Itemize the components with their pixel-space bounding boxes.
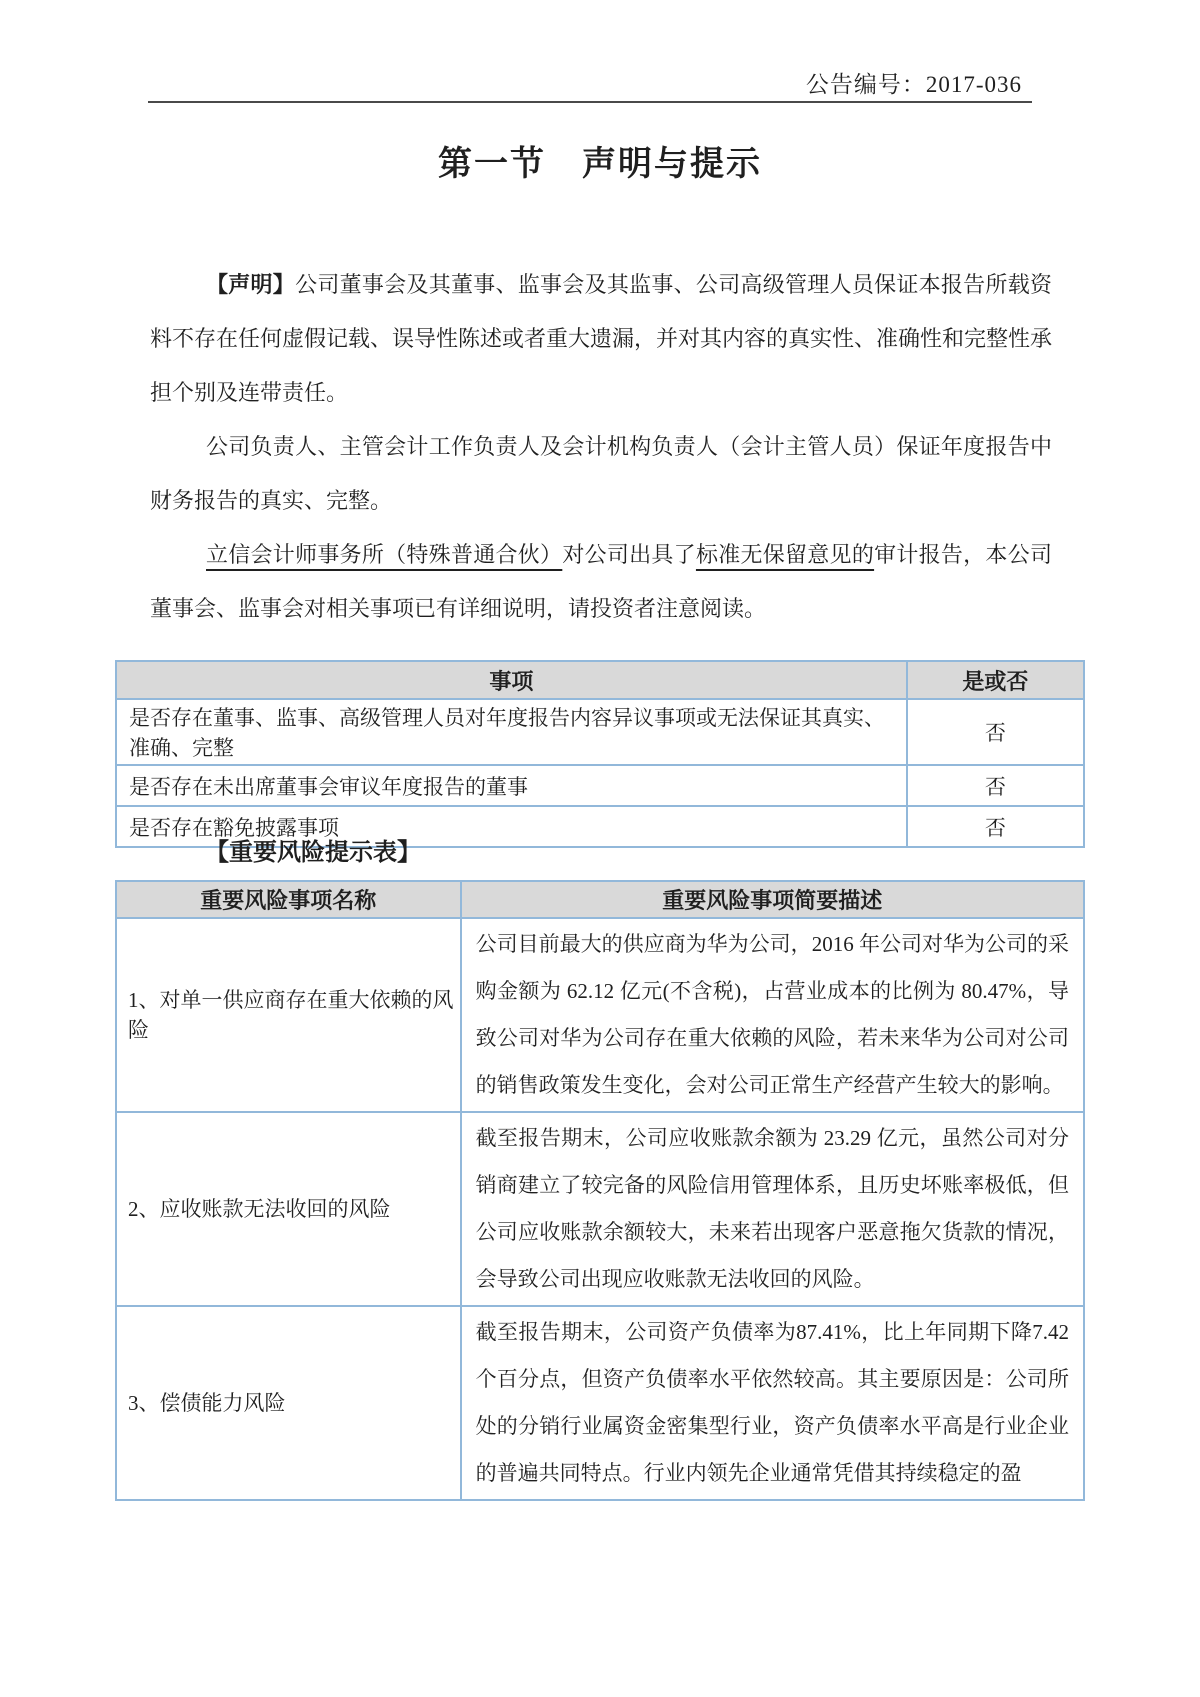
auditor-name-underlined: 立信会计师事务所（特殊普通合伙）	[206, 542, 563, 567]
statement-table	[115, 660, 1085, 848]
risk-table	[115, 880, 1085, 1501]
risk-header-description: 重要风险事项简要描述	[461, 881, 1084, 918]
statement-item-3: 是否存在豁免披露事项	[116, 806, 907, 847]
statement-item-1: 是否存在董事、监事、高级管理人员对年度报告内容异议事项或无法保证其真实、准确、完整	[116, 699, 907, 765]
risk-header-name: 重要风险事项名称	[116, 881, 461, 918]
statement-header-yesno: 是或否	[907, 661, 1084, 699]
declaration-text-1: 公司董事会及其董事、监事会及其监事、公司高级管理人员保证本报告所载资料不存在任何虚假记载、误导性陈述或者重大遗漏，并对其内容的真实性、准确性和完整性承担个别及连带责任。	[150, 272, 1053, 405]
table-row	[116, 699, 1084, 765]
risk-table-header-row	[116, 881, 1084, 918]
statement-answer-1: 否	[907, 699, 1084, 765]
page-title: 第一节 声明与提示	[438, 145, 762, 183]
table-row	[116, 918, 1084, 1112]
risk-description-3: 截至报告期末，公司资产负债率为87.41%，比上年同期下降7.42个百分点，但资产负债率水平依然较高。其主要原因是：公司所处的分销行业属资金密集型行业，资产负债率水平高是行业企业的普遍共同特点。行业内领先企业通常凭借其持续稳定的盈	[461, 1306, 1084, 1500]
audit-end-text: 审计报告，本公司董事会、监事会对相关事项已有详细说明，请投资者注意阅读。	[150, 542, 1052, 621]
declaration-text-2: 公司负责人、主管会计工作负责人及会计机构负责人（会计主管人员）保证年度报告中财务报告的真实、完整。	[150, 434, 1052, 513]
audit-middle-text: 对公司出具了	[562, 542, 696, 567]
statement-item-2: 是否存在未出席董事会审议年度报告的董事	[116, 765, 907, 806]
declaration-paragraph-2	[150, 420, 1052, 528]
risk-table-heading: 【重要风险提示表】	[205, 839, 421, 866]
risk-name-2: 2、应收账款无法收回的风险	[116, 1112, 461, 1306]
table-row	[116, 765, 1084, 806]
declaration-label: 【声明】	[206, 272, 296, 297]
announcement-number: 公告编号：2017-036	[805, 72, 1022, 97]
risk-description-2: 截至报告期末，公司应收账款余额为 23.29 亿元，虽然公司对分销商建立了较完备的风险信用管理体系，且历史坏账率极低，但公司应收账款余额较大，未来若出现客户恶意拖欠货款的情况，会导致公司出现应收账款无法收回的风险。	[461, 1112, 1084, 1306]
risk-description-1: 公司目前最大的供应商为华为公司，2016 年公司对华为公司的采购金额为 62.12 亿元(不含税)，占营业成本的比例为 80.47%，导致公司对华为公司存在重大依赖的风险，若未来华为公司对公司的销售政策发生变化，会对公司正常生产经营产生较大的影响。	[461, 918, 1084, 1112]
header-rule	[148, 101, 1032, 103]
statement-answer-3: 否	[907, 806, 1084, 847]
statement-header-item: 事项	[116, 661, 907, 699]
table-row	[116, 1112, 1084, 1306]
declaration-paragraph-1	[150, 258, 1052, 420]
risk-name-1: 1、对单一供应商存在重大依赖的风险	[116, 918, 461, 1112]
risk-name-3: 3、偿债能力风险	[116, 1306, 461, 1500]
table-row	[116, 1306, 1084, 1500]
declaration-paragraph-3	[150, 528, 1052, 636]
statement-table-header-row	[116, 661, 1084, 699]
audit-opinion-underlined: 标准无保留意见的	[695, 542, 875, 567]
statement-answer-2: 否	[907, 765, 1084, 806]
declaration-paragraphs	[150, 258, 1052, 636]
